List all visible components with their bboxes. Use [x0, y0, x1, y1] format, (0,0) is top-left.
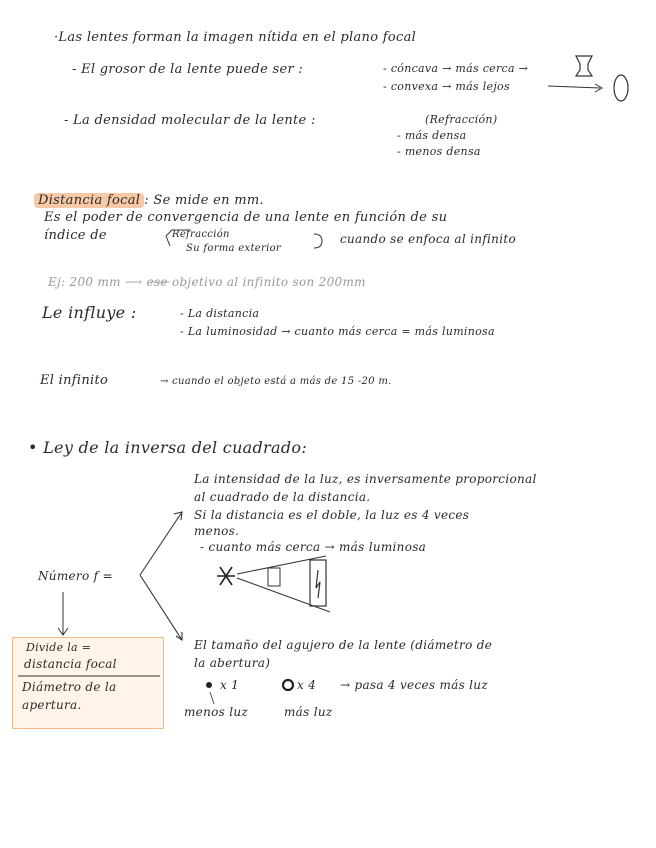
focal-distance-unit: : Se mide en mm.: [144, 193, 264, 208]
convex-arrow: [548, 86, 600, 88]
aperture-size-line2: la abertura): [194, 656, 271, 670]
index-bracket: [166, 230, 190, 236]
example-line: Ej: 200 mm ⟶ ese objetivo al infinito son 200mm: [48, 275, 366, 289]
refraction-paren: (Refracción): [425, 113, 498, 126]
focal-distance-highlight: Distancia focal: [34, 193, 144, 208]
box-aperture: apertura.: [22, 698, 82, 712]
closer-brighter-line: - cuanto más cerca → más luminosa: [200, 540, 427, 554]
upper-branch-arrow: [140, 512, 182, 575]
double-distance-line1: Si la distancia es el doble, la luz es 4 veces: [194, 508, 470, 522]
molecular-density-lead: - La densidad molecular de la lente :: [64, 113, 316, 128]
four-times-light-line: → pasa 4 veces más luz: [340, 678, 488, 692]
concave-line: - cóncava → más cerca →: [383, 62, 529, 75]
more-light-label: más luz: [284, 705, 333, 719]
denser-line: - más densa: [397, 129, 467, 142]
influence-distance: - La distancia: [180, 307, 260, 320]
refraction-item: Refracción: [172, 229, 230, 240]
lens-thickness-lead: - El grosor de la lente puede ser :: [72, 62, 304, 77]
definition-line3-lead: índice de: [44, 228, 107, 243]
convex-line: - convexa → más lejos: [383, 80, 510, 93]
less-light-label: menos luz: [184, 705, 248, 719]
times-four-label: x 4: [297, 678, 317, 692]
condition-brace: [314, 234, 322, 248]
convex-lens-icon: [614, 75, 628, 101]
influences-lead: Le influye :: [42, 303, 137, 322]
f-number-label: Número f =: [38, 569, 113, 583]
large-aperture-dot: [283, 680, 293, 690]
shape-item: Su forma exterior: [186, 243, 281, 254]
infinity-lead: El infinito: [40, 373, 109, 388]
concave-lens-icon: [576, 56, 592, 76]
inverse-square-title: • Ley de la inversa del cuadrado:: [28, 438, 308, 457]
box-focal-distance: distancia focal: [24, 657, 117, 671]
light-cone-diagram: [217, 556, 330, 612]
lens-focus-line: ·Las lentes forman la imagen nítida en el plano focal: [54, 30, 417, 45]
definition-line2: Es el poder de convergencia de una lente en función de su: [44, 210, 448, 225]
intensity-line1: La intensidad de la luz, es inversamente proporcional: [194, 472, 537, 486]
lower-branch-arrow: [140, 575, 182, 640]
definition-line3-tail: cuando se enfoca al infinito: [340, 232, 516, 246]
intensity-line2: al cuadrado de la distancia.: [194, 490, 371, 504]
double-distance-line2: menos.: [194, 524, 240, 538]
small-aperture-dot: [206, 682, 212, 688]
times-one-label: x 1: [220, 678, 240, 692]
influence-luminosity: - La luminosidad → cuanto más cerca = más luminosa: [180, 325, 495, 338]
infinity-tail: → cuando el objeto está a más de 15 -20 m.: [160, 376, 392, 387]
box-diameter: Diámetro de la: [22, 680, 117, 694]
box-divide-line: Divide la =: [26, 641, 92, 654]
less-dense-line: - menos densa: [397, 145, 481, 158]
aperture-size-line1: El tamaño del agujero de la lente (diámetro de: [194, 638, 493, 652]
